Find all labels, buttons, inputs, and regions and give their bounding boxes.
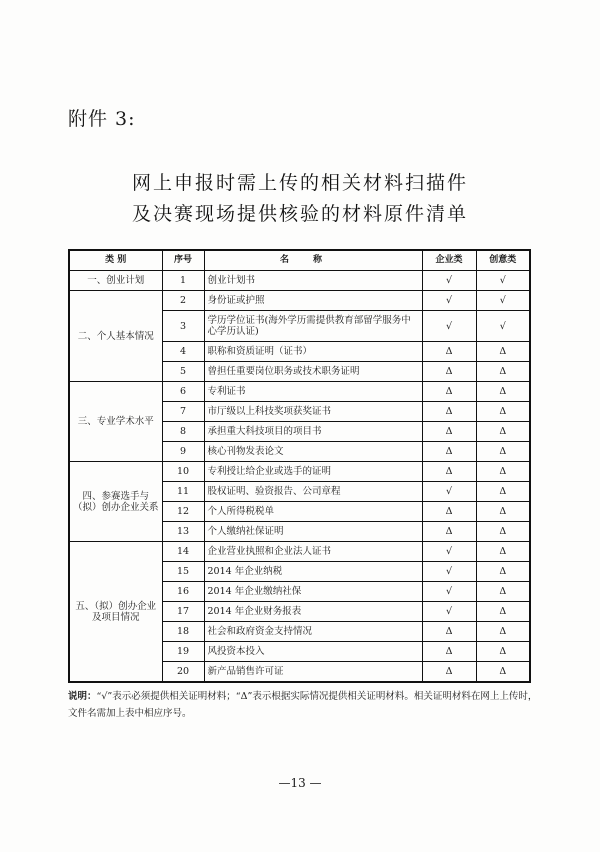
header-creative: 创意类 <box>476 250 530 271</box>
enterprise-mark: Δ <box>422 402 476 422</box>
category-cell: 三、专业学术水平 <box>69 382 162 462</box>
enterprise-mark: √ <box>422 602 476 622</box>
enterprise-mark: √ <box>422 271 476 291</box>
note-label: 说明： <box>68 691 97 702</box>
enterprise-mark: Δ <box>422 522 476 542</box>
material-name: 市厅级以上科技奖项获奖证书 <box>204 402 422 422</box>
enterprise-mark: Δ <box>422 362 476 382</box>
table-row <box>69 271 530 291</box>
enterprise-mark: Δ <box>422 662 476 683</box>
enterprise-mark: √ <box>422 482 476 502</box>
attachment-label: 附件 3: <box>68 108 136 130</box>
item-number: 20 <box>162 662 204 683</box>
item-number: 10 <box>162 462 204 482</box>
enterprise-mark: √ <box>422 542 476 562</box>
enterprise-mark: √ <box>422 311 476 342</box>
material-name: 个人所得税税单 <box>204 502 422 522</box>
note-text: “√”表示必须提供相关证明材料；“Δ”表示根据实际情况提供相关证明材料。相关证明材料在网上上传时，文件名需加上表中相应序号。 <box>68 691 538 719</box>
material-name: 2014 年企业缴纳社保 <box>204 582 422 602</box>
creative-mark: √ <box>476 311 530 342</box>
creative-mark: Δ <box>476 502 530 522</box>
enterprise-mark: Δ <box>422 382 476 402</box>
creative-mark: √ <box>476 291 530 311</box>
item-number: 1 <box>162 271 204 291</box>
table-row <box>69 542 530 562</box>
creative-mark: Δ <box>476 402 530 422</box>
creative-mark: Δ <box>476 482 530 502</box>
material-name: 2014 年企业财务报表 <box>204 602 422 622</box>
creative-mark: Δ <box>476 442 530 462</box>
header-enterprise: 企业类 <box>422 250 476 271</box>
table-body <box>69 271 530 683</box>
material-name: 承担重大科技项目的项目书 <box>204 422 422 442</box>
creative-mark: Δ <box>476 522 530 542</box>
category-cell: 一、创业计划 <box>69 271 162 291</box>
category-cell: 二、个人基本情况 <box>69 291 162 382</box>
creative-mark: Δ <box>476 602 530 622</box>
item-number: 6 <box>162 382 204 402</box>
enterprise-mark: √ <box>422 291 476 311</box>
materials-table <box>68 249 531 683</box>
item-number: 12 <box>162 502 204 522</box>
creative-mark: Δ <box>476 342 530 362</box>
material-name: 专利证书 <box>204 382 422 402</box>
item-number: 4 <box>162 342 204 362</box>
material-name: 新产品销售许可证 <box>204 662 422 683</box>
material-name: 风投资本投入 <box>204 642 422 662</box>
item-number: 8 <box>162 422 204 442</box>
material-name: 核心刊物发表论文 <box>204 442 422 462</box>
creative-mark: Δ <box>476 622 530 642</box>
item-number: 18 <box>162 622 204 642</box>
enterprise-mark: √ <box>422 582 476 602</box>
header-name: 名称 <box>204 250 422 271</box>
item-number: 7 <box>162 402 204 422</box>
document-title-line-1: 网上申报时需上传的相关材料扫描件 <box>131 172 468 194</box>
category-cell: 四、参赛选手与（拟）创办企业关系 <box>69 462 162 542</box>
creative-mark: Δ <box>476 462 530 482</box>
item-number: 9 <box>162 442 204 462</box>
table-header-row <box>69 250 530 271</box>
creative-mark: Δ <box>476 422 530 442</box>
creative-mark: Δ <box>476 582 530 602</box>
enterprise-mark: Δ <box>422 462 476 482</box>
creative-mark: √ <box>476 271 530 291</box>
material-name: 职称和资质证明（证书） <box>204 342 422 362</box>
header-number: 序号 <box>162 250 204 271</box>
item-number: 16 <box>162 582 204 602</box>
enterprise-mark: Δ <box>422 422 476 442</box>
item-number: 15 <box>162 562 204 582</box>
enterprise-mark: Δ <box>422 502 476 522</box>
table-row <box>69 291 530 311</box>
creative-mark: Δ <box>476 662 530 683</box>
material-name: 社会和政府资金支持情况 <box>204 622 422 642</box>
document-title-line-2: 及决赛现场提供核验的材料原件清单 <box>131 203 468 225</box>
item-number: 19 <box>162 642 204 662</box>
item-number: 13 <box>162 522 204 542</box>
creative-mark: Δ <box>476 362 530 382</box>
header-category: 类 别 <box>69 250 162 271</box>
item-number: 11 <box>162 482 204 502</box>
enterprise-mark: √ <box>422 562 476 582</box>
creative-mark: Δ <box>476 382 530 402</box>
item-number: 14 <box>162 542 204 562</box>
material-name: 企业营业执照和企业法人证书 <box>204 542 422 562</box>
enterprise-mark: Δ <box>422 642 476 662</box>
material-name: 学历学位证书(海外学历需提供教育部留学服务中心学历认证) <box>204 311 422 342</box>
material-name: 股权证明、验资报告、公司章程 <box>204 482 422 502</box>
material-name: 个人缴纳社保证明 <box>204 522 422 542</box>
item-number: 17 <box>162 602 204 622</box>
material-name: 2014 年企业纳税 <box>204 562 422 582</box>
item-number: 3 <box>162 311 204 342</box>
item-number: 5 <box>162 362 204 382</box>
page-number: —13 — <box>278 776 322 790</box>
enterprise-mark: Δ <box>422 622 476 642</box>
note <box>68 688 538 722</box>
material-name: 创业计划书 <box>204 271 422 291</box>
item-number: 2 <box>162 291 204 311</box>
creative-mark: Δ <box>476 642 530 662</box>
table-row <box>69 382 530 402</box>
creative-mark: Δ <box>476 562 530 582</box>
material-name: 专利授让给企业或选手的证明 <box>204 462 422 482</box>
enterprise-mark: Δ <box>422 442 476 462</box>
creative-mark: Δ <box>476 542 530 562</box>
enterprise-mark: Δ <box>422 342 476 362</box>
material-name: 身份证或护照 <box>204 291 422 311</box>
material-name: 曾担任重要岗位职务或技术职务证明 <box>204 362 422 382</box>
table-row <box>69 462 530 482</box>
category-cell: 五、（拟）创办企业及项目情况 <box>69 542 162 683</box>
